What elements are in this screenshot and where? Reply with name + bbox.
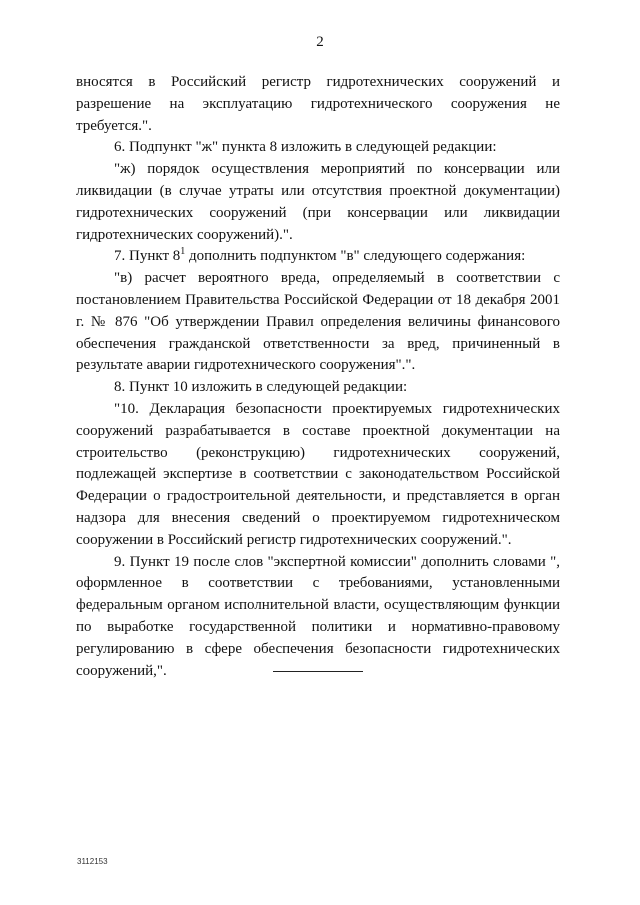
item-7-text-start: 7. Пункт 8 — [114, 248, 181, 265]
paragraph-subitem-zh: "ж) порядок осуществления мероприятий по консервации или ликвидации (в случае утраты или отсутствия проектной документации) гидротехнических сооружений (при консервации или ликвидации гидротехнических сооружений).". — [76, 161, 560, 243]
item-7-superscript: 1 — [180, 246, 186, 258]
item-7-text-end: дополнить подпунктом "в" следующего содержания: — [185, 248, 526, 265]
end-divider — [273, 671, 363, 672]
paragraph-point-10: "10. Декларация безопасности проектируемых гидротехнических сооружений разрабатывается в составе проектной документации на строительство (реконструкцию) гидротехнических сооружений, подлежащей экспертизе в соответствии с законодательством Российской Федерации о градостроительной деятельности, и представляется в орган надзора для внесения сведений о проектируемом гидротехническом сооружении в Российский регистр гидротехнических сооружений.". — [76, 400, 560, 548]
document-code: 3112153 — [77, 857, 108, 866]
paragraph-subitem-v: "в) расчет вероятного вреда, определяемый в соответствии с постановлением Правительства Российской Федерации от 18 декабря 2001 г. № 876 "Об утверждении Правил определения величины финансового обеспечения гражданской ответственности за вред, причиненный в результате аварии гидротехнического сооружения".". — [76, 270, 560, 374]
paragraph-continuation: вносятся в Российский регистр гидротехнических сооружений и разрешение на эксплуатацию гидротехнического сооружения не требуется.". — [76, 74, 560, 134]
paragraph-item-9: 9. Пункт 19 после слов "экспертной комиссии" дополнить словами ", оформленное в соответствии с требованиями, установленными федеральным органом исполнительной власти, осуществляющим функции по выработке государственной политики и нормативно-правовому регулированию в сфере обеспечения безопасности гидротехнических сооружений,". — [76, 553, 560, 679]
page-number: 2 — [316, 34, 324, 50]
document-body — [76, 72, 560, 682]
paragraph-item-8: 8. Пункт 10 изложить в следующей редакции: — [114, 379, 408, 396]
paragraph-item-7 — [76, 246, 560, 268]
paragraph-item-6: 6. Подпункт "ж" пункта 8 изложить в следующей редакции: — [114, 139, 497, 156]
